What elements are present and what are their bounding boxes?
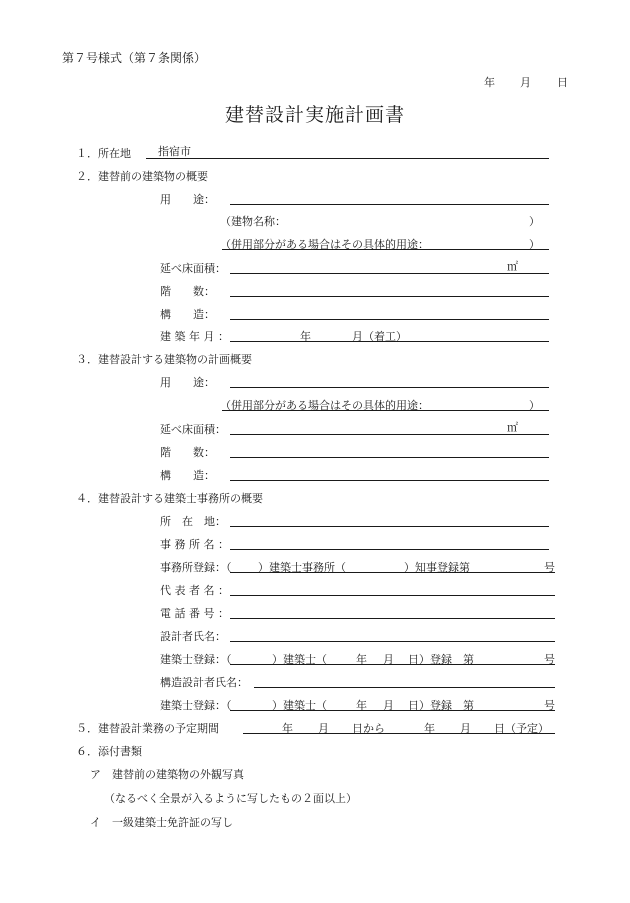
s3-floor-area-unit: ㎡ — [507, 421, 518, 434]
date-day: 日 — [557, 76, 568, 89]
location-label: １．所在地 — [76, 147, 131, 160]
section6-heading: ６．添付書類 — [76, 745, 142, 758]
s4-office-reg-no: 号 — [544, 561, 555, 574]
s2-use-label: 用 途： — [160, 193, 215, 206]
s4-arch-reg2-mid: ）建築士（ — [272, 699, 327, 712]
s4-location-line[interactable] — [230, 526, 549, 527]
s5-start-day: 日から — [352, 722, 385, 735]
s2-floors-line[interactable] — [230, 296, 549, 297]
date-month: 月 — [520, 76, 531, 89]
s4-struct-designer-line[interactable] — [254, 687, 555, 688]
s4-rep-label: 代 表 者 名 ： — [160, 584, 229, 597]
s2-built-month: 月（着工） — [352, 330, 407, 343]
s4-office-reg-line[interactable] — [230, 572, 555, 573]
s3-floor-area-line[interactable] — [230, 434, 549, 435]
s4-arch-reg-mid: ）建築士（ — [272, 653, 327, 666]
s5-end-year: 年 — [424, 722, 435, 735]
form-number: 第７号様式（第７条関係） — [62, 51, 207, 65]
section2-heading: ２．建替前の建築物の概要 — [76, 170, 208, 183]
s2-use-line[interactable] — [230, 204, 549, 205]
s2-floor-area-unit: ㎡ — [507, 260, 518, 273]
s2-combined-use-line[interactable] — [222, 249, 549, 250]
s4-arch-year: 年 — [356, 653, 367, 666]
s4-office-reg-mid: ）建築士事務所（ — [258, 561, 346, 574]
s3-structure-line[interactable] — [230, 480, 549, 481]
s2-floor-area-line[interactable] — [230, 273, 549, 274]
s2-built-label: 建 築 年 月 ： — [160, 330, 229, 343]
section5-label: ５．建替設計業務の予定期間 — [76, 722, 219, 735]
s4-phone-line[interactable] — [230, 618, 555, 619]
s4-arch-no: 号 — [544, 653, 555, 666]
s4-office-reg-label: 事務所登録：（ — [160, 561, 232, 574]
s2-structure-label: 構 造： — [160, 308, 215, 321]
s5-end-month: 月 — [460, 722, 471, 735]
s2-built-line[interactable] — [230, 341, 549, 342]
s4-arch-reg-line[interactable] — [230, 664, 555, 665]
s3-structure-label: 構 造： — [160, 469, 215, 482]
s3-floors-line[interactable] — [230, 457, 549, 458]
s4-arch-month: 月 — [383, 653, 394, 666]
s3-combined-use: （併用部分がある場合はその具体的用途： — [220, 399, 429, 412]
s4-phone-label: 電 話 番 号 ： — [160, 607, 229, 620]
s2-floor-area-label: 延べ床面積： — [160, 262, 226, 275]
document-title: 建替設計実施計画書 — [224, 104, 405, 126]
s2-combined-use-close: ） — [529, 238, 540, 251]
s5-start-year: 年 — [282, 722, 293, 735]
s4-arch-day: 日）登録 第 — [408, 653, 474, 666]
s2-structure-line[interactable] — [230, 319, 549, 320]
attachment-a-note: （なるべく全景が入るように写したもの２面以上） — [104, 792, 357, 805]
location-line[interactable] — [146, 158, 549, 159]
section3-heading: ３．建替設計する建築物の計画概要 — [76, 353, 252, 366]
s4-location-label: 所 在 地： — [160, 515, 226, 528]
s4-rep-line[interactable] — [230, 595, 555, 596]
s5-end-day: 日（予定） — [494, 722, 549, 735]
s2-combined-use: （併用部分がある場合はその具体的用途： — [220, 238, 429, 251]
s3-combined-use-close: ） — [529, 399, 540, 412]
attachment-a: ア 建替前の建築物の外観写真 — [90, 768, 244, 781]
s3-floors-label: 階 数： — [160, 446, 215, 459]
s2-building-name-close: ） — [529, 215, 540, 228]
s4-arch2-no: 号 — [544, 699, 555, 712]
s2-building-name: （建物名称： — [220, 215, 286, 228]
s5-start-month: 月 — [318, 722, 329, 735]
s4-arch-reg2-label: 建築士登録：（ — [160, 699, 232, 712]
s4-office-name-label: 事 務 所 名 ： — [160, 538, 229, 551]
attachment-i: イ 一級建築士免許証の写し — [90, 816, 233, 829]
s3-combined-use-line[interactable] — [222, 410, 549, 411]
s3-floor-area-label: 延べ床面積： — [160, 423, 226, 436]
s4-arch2-day: 日）登録 第 — [408, 699, 474, 712]
s4-arch-reg-label: 建築士登録：（ — [160, 653, 232, 666]
s4-arch2-year: 年 — [356, 699, 367, 712]
s4-struct-designer-label: 構造設計者氏名： — [160, 676, 248, 689]
location-value: 指宿市 — [158, 145, 191, 158]
s4-arch2-month: 月 — [383, 699, 394, 712]
s3-use-label: 用 途： — [160, 376, 215, 389]
s4-arch-reg2-line[interactable] — [230, 710, 555, 711]
s5-period-line[interactable] — [243, 733, 555, 734]
s4-office-reg-gov: ）知事登録第 — [404, 561, 470, 574]
section4-heading: ４．建替設計する建築士事務所の概要 — [76, 492, 263, 505]
date-year: 年 — [484, 76, 495, 89]
s4-designer-line[interactable] — [230, 641, 555, 642]
s3-use-line[interactable] — [230, 387, 549, 388]
s4-office-name-line[interactable] — [230, 549, 549, 550]
s4-designer-label: 設計者氏名： — [160, 630, 226, 643]
s2-floors-label: 階 数： — [160, 285, 215, 298]
s2-built-year: 年 — [300, 330, 311, 343]
